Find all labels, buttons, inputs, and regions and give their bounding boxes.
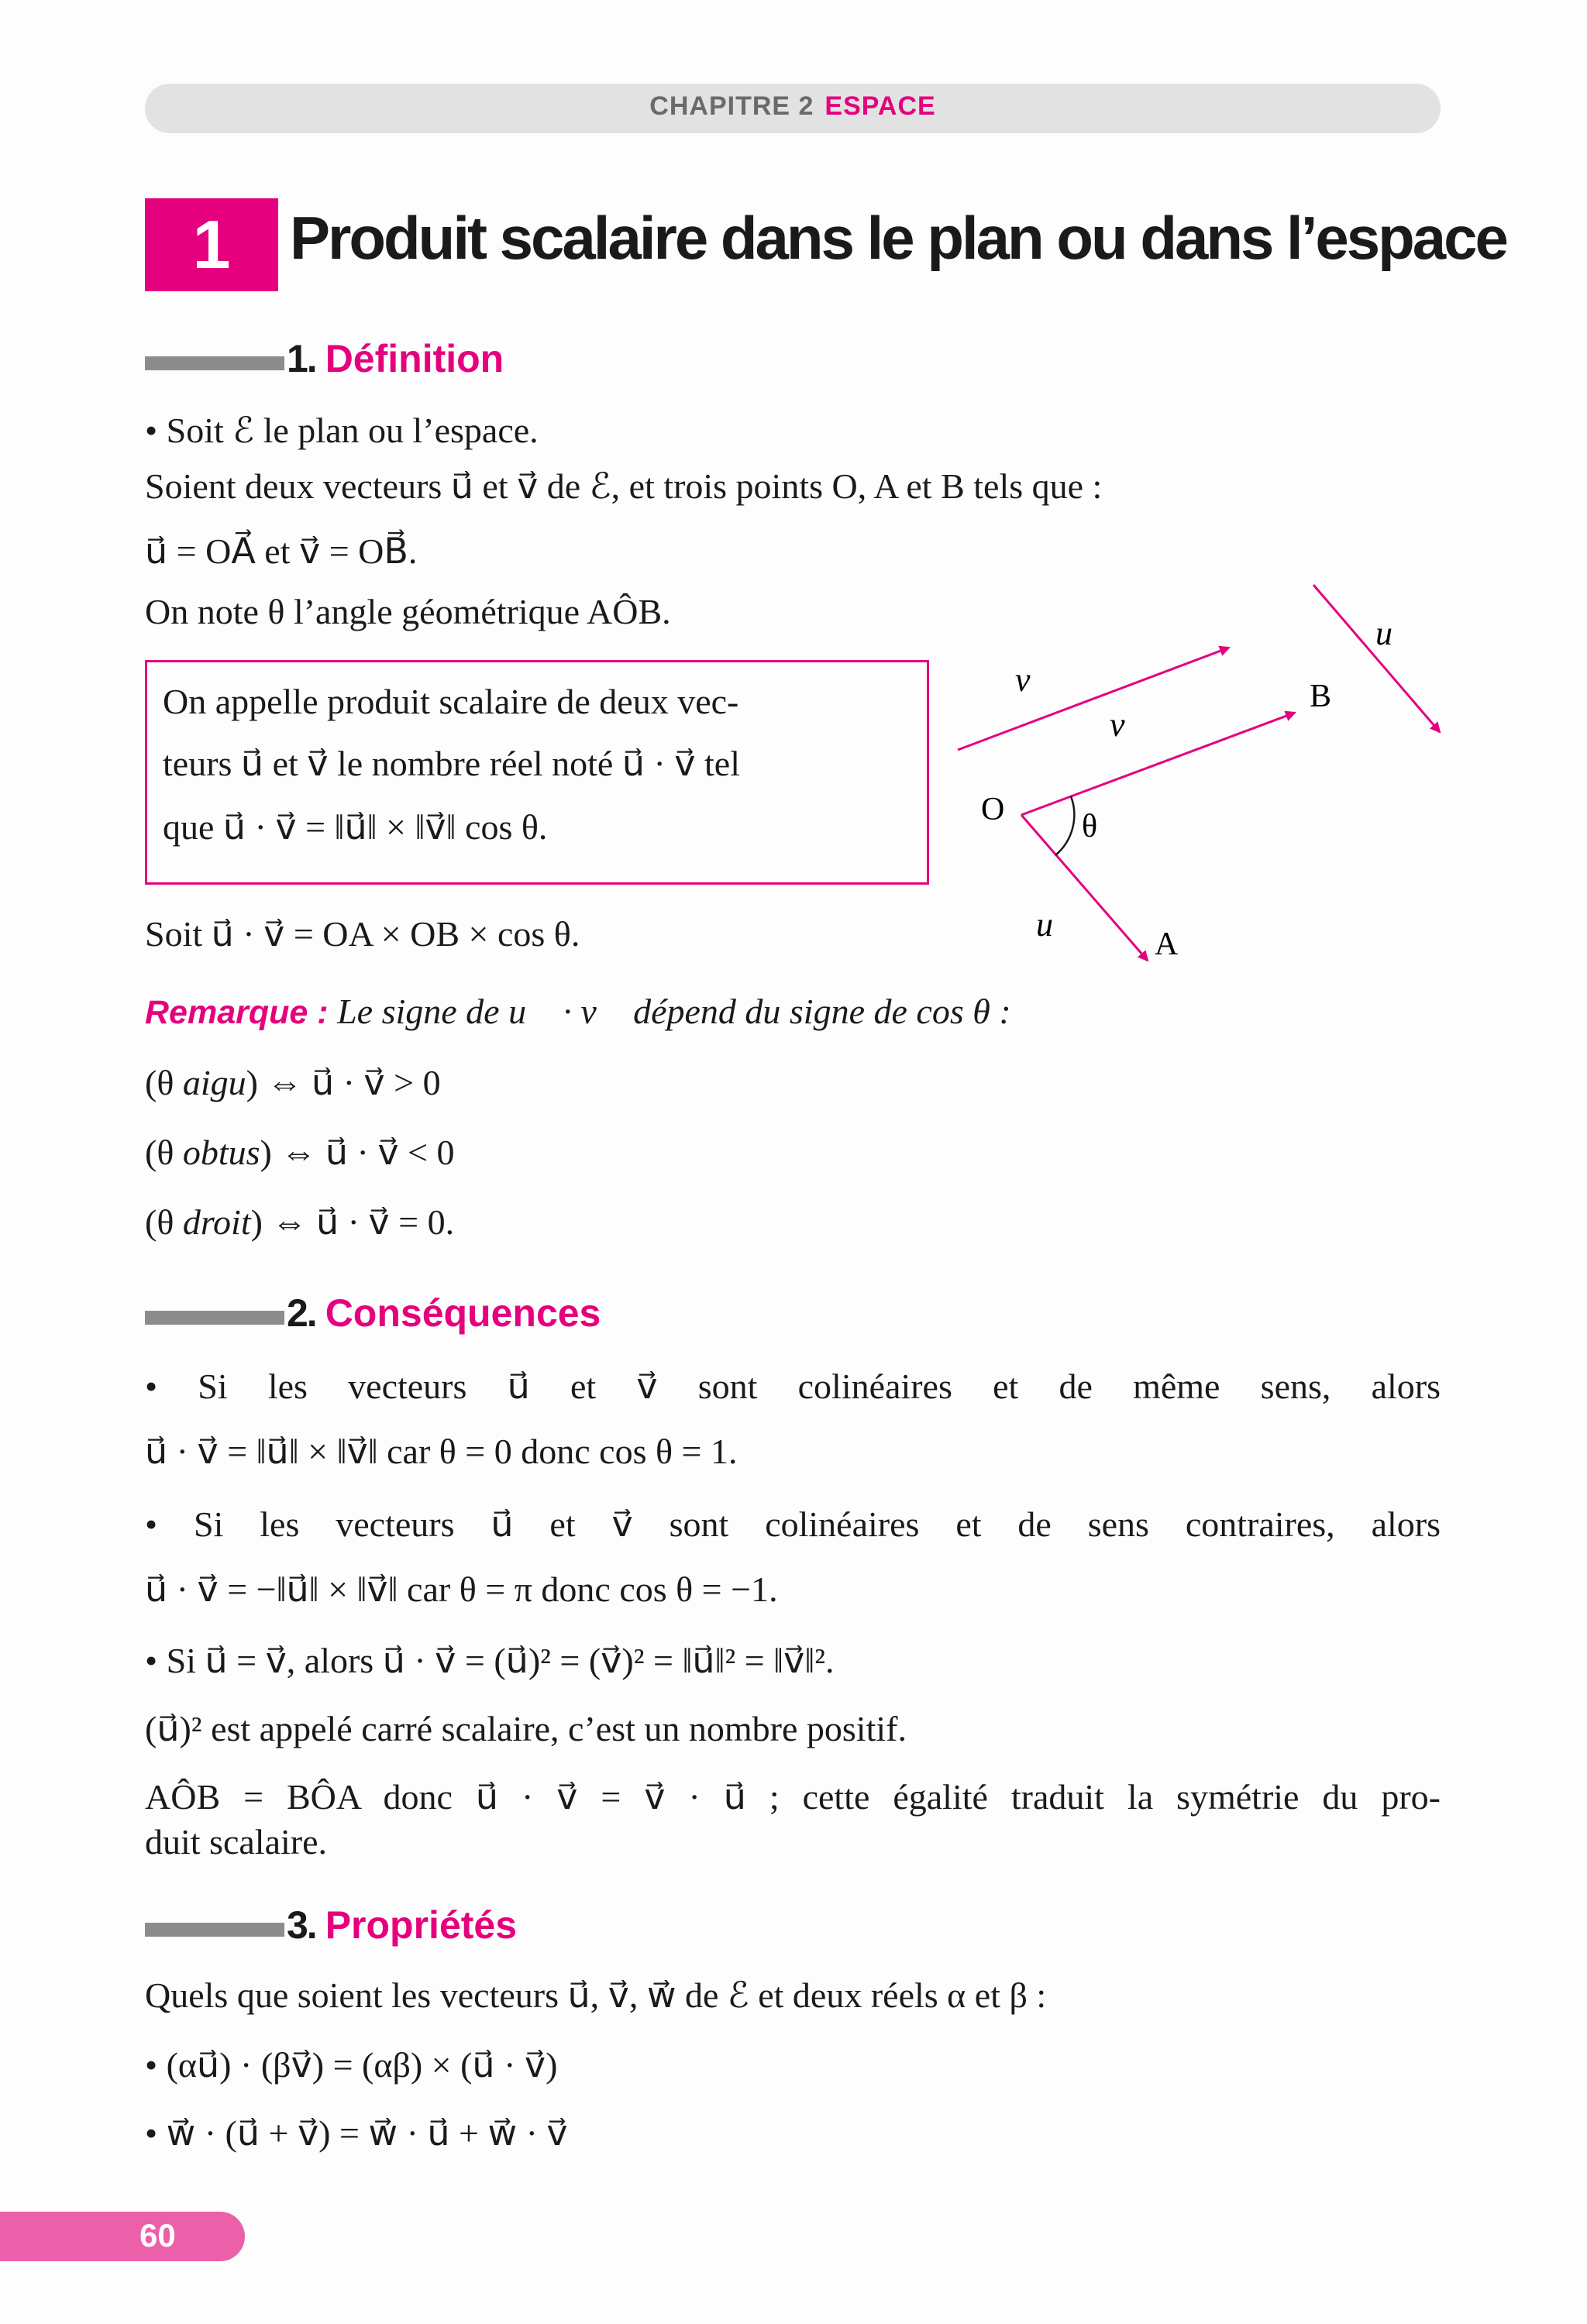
- def-line-4: On note θ l’angle géométrique AÔB.: [145, 592, 671, 631]
- case-open: (θ: [145, 1133, 183, 1172]
- label-v-ob: v⃗: [1110, 706, 1152, 744]
- definition-box-line-1: On appelle produit scalaire de deux vec-: [163, 682, 739, 721]
- section-bar: [145, 356, 284, 370]
- page-number: 60: [139, 2217, 176, 2254]
- chapter-label: CHAPITRE 2: [649, 91, 814, 121]
- page-number-tab: [0, 2212, 245, 2261]
- consequence-2a: • Si les vecteurs u⃗ et v⃗ sont colinéaires et de sens contraires, alors: [145, 1504, 1441, 1544]
- vector-ob-arrow: [1021, 713, 1295, 815]
- section-title: Définition: [325, 337, 504, 380]
- def-line-5: Soit u⃗ · v⃗ = OA × OB × cos θ.: [145, 914, 580, 954]
- consequence-1a: • Si les vecteurs u⃗ et v⃗ sont colinéaires et de même sens, alors: [145, 1367, 1441, 1406]
- case-result: ) ⇔ u⃗ · v⃗ > 0: [246, 1063, 441, 1102]
- case-word: aigu: [182, 1063, 246, 1102]
- remark-text: Le signe de u⃗ · v⃗ dépend du signe de cos θ :: [337, 992, 1011, 1031]
- page-title: Produit scalaire dans le plan ou dans l’espace: [290, 204, 1506, 272]
- def-line-3: u⃗ = OA⃗ et v⃗ = OB⃗.: [145, 531, 418, 571]
- chapter-name: ESPACE: [824, 91, 936, 121]
- case-open: (θ: [145, 1063, 183, 1102]
- label-theta: θ: [1082, 809, 1098, 844]
- section-title: Propriétés: [325, 1903, 518, 1947]
- remark-case-right: [145, 1201, 454, 1243]
- definition-box-line-2: teurs u⃗ et v⃗ le nombre réel noté u⃗ · v⃗ tel: [163, 744, 741, 783]
- remark: [145, 990, 1011, 1033]
- vector-figure: [930, 573, 1472, 992]
- section-heading-proprietes: [287, 1903, 517, 1948]
- section-number: 2.: [287, 1291, 316, 1335]
- case-open: (θ: [145, 1202, 183, 1242]
- section-bar: [145, 1311, 284, 1325]
- case-result: ) ⇔ u⃗ · v⃗ = 0.: [250, 1202, 455, 1242]
- label-v-free: v⃗: [1015, 661, 1057, 699]
- consequence-4: (u⃗)² est appelé carré scalaire, c’est un nombre positif.: [145, 1709, 907, 1748]
- section-number: 1.: [287, 337, 316, 380]
- label-point-a: A: [1155, 927, 1179, 962]
- case-word: obtus: [182, 1133, 260, 1172]
- consequence-2b: u⃗ · v⃗ = −‖u⃗‖ × ‖v⃗‖ car θ = π donc cos θ = −1.: [145, 1569, 778, 1609]
- heading-number: 1: [145, 198, 278, 291]
- property-intro: Quels que soient les vecteurs u⃗, v⃗, w⃗ de ℰ et deux réels α et β :: [145, 1975, 1047, 2015]
- section-heading-definition: [287, 336, 504, 381]
- consequence-6: duit scalaire.: [145, 1822, 328, 1862]
- definition-box-line-3: que u⃗ · v⃗ = ‖u⃗‖ × ‖v⃗‖ cos θ.: [163, 807, 548, 847]
- remark-case-obtuse: [145, 1131, 455, 1174]
- label-u-free: u⃗: [1375, 614, 1420, 652]
- property-1: • (αu⃗) · (βv⃗) = (αβ) × (u⃗ · v⃗): [145, 2045, 558, 2085]
- section-title: Conséquences: [325, 1291, 601, 1335]
- section-heading-consequences: [287, 1291, 601, 1336]
- remark-label: Remarque :: [145, 994, 329, 1031]
- def-line-2: Soient deux vecteurs u⃗ et v⃗ de ℰ, et trois points O, A et B tels que :: [145, 466, 1103, 506]
- remark-case-acute: [145, 1061, 441, 1104]
- vector-v-free-arrow: [958, 648, 1229, 750]
- label-u-oa: u⃗: [1036, 906, 1080, 944]
- label-point-o: O: [981, 792, 1005, 827]
- case-result: ) ⇔ u⃗ · v⃗ < 0: [260, 1133, 455, 1172]
- property-2: • w⃗ · (u⃗ + v⃗) = w⃗ · u⃗ + w⃗ · v⃗: [145, 2113, 568, 2153]
- vector-u-free-arrow: [1313, 585, 1440, 732]
- label-point-b: B: [1310, 679, 1332, 714]
- case-word: droit: [182, 1202, 251, 1242]
- section-bar: [145, 1923, 284, 1937]
- angle-arc: [1055, 796, 1074, 855]
- chapter-header: [145, 91, 1441, 122]
- consequence-1b: u⃗ · v⃗ = ‖u⃗‖ × ‖v⃗‖ car θ = 0 donc cos θ = 1.: [145, 1432, 738, 1471]
- def-line-1: • Soit ℰ le plan ou l’espace.: [145, 411, 539, 450]
- consequence-5: AÔB = BÔA donc u⃗ · v⃗ = v⃗ · u⃗ ; cette égalité traduit la symétrie du pro-: [145, 1777, 1441, 1817]
- section-number: 3.: [287, 1903, 316, 1947]
- consequence-3: • Si u⃗ = v⃗, alors u⃗ · v⃗ = (u⃗)² = (v⃗)² = ‖u⃗‖² = ‖v⃗‖².: [145, 1641, 835, 1680]
